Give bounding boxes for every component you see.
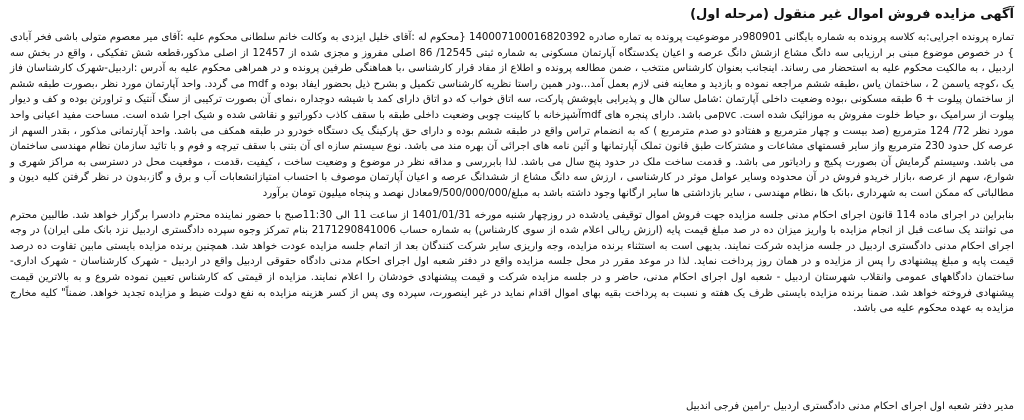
notice-paragraph-appraisal: تماره پرونده اجرایی:به کلاسه پرونده به شماره بایگانی 980901در موضوعیت پرونده به تماره صادره 140007100016820392 {محکوم له :آقای خلیل ایزدی به وکالت خانم سلطانی محکوم علیه :آقای میر معصوم متولی باشی فخر آبادی } در خصوص موضوع مبنی بر ارزیابی سه دانگ مشاع ازشش دانگ عرصه و اعیان یکدستگاه آپارتمان مسکونی به شماره ثبتی 12545/ 86 اصلی مفروز و مجزی شده از 12457 از اصلی مذکور،قطعه شش تفکیکی ، واقع در بخش سه اردبیل ، به مالکیت محکوم علیه به استحضار می رساند. اینجانب بعنوان کارشناس منتخب ، ضمن مطالعه پرونده و اطلاع از مفاد قرار کارشناسی ،با هماهنگی طرفین پرونده و در همراهی محکوم علیه به آدرس :اردبیل-شهرک کارشناسان فاز یک ،کوچه یاسمن 2 ، ساختمان یاس ،طبقه ششم مراجعه نموده و بازدید و معاینه فنی لازم بعمل آمد...ودر همین راستا نظریه کارشناسی تکمیل و بشرح ذیل بحضور ایفاد بوده و mdf می گردد. واحد آپارتمان مورد نظر ،بصورت طبقه ششم از ساختمان پیلوت + 6 طبقه مسکونی ،بوده وضعیت داخلی آپارتمان :شامل سالن هال و پذیرایی باپوشش پارکت، سه اتاق خواب که دو اتاق دارای کمد با شیشه دوجداره ،نمای آن بصورت ترکیبی از سنگ آنتیک و تراورتن بوده و کف و دیوار پیلوت از سرامیک ،و حیاط خلوت مفروش به موزائیک شده است. pvcمی باشد. دارای پنجره های mdfآشپزخانه با کابینت چوبی وضعیت داخلی طبقه با سقف کاذب دکوراتیو و نقاشی شده و شیک اجرا شده است. مساحت مفید اعیانی واحد مورد نظر 72/ 124 مترمربع (صد بیست و چهار مترمربع و هفتادو دو صدم مترمربع ) که به انضمام تراس واقع در طبقه ششم بوده و دارای حق پارکینگ یک دستگاه خودرو در طبقه همکف می باشد. واحد آپارتمانی مذکور ، بقدر السهم از عرصه کل حدود 230 مترمربع واز سایر قسمتهای مشاعات و مشترکات طبق قانون تملک آپارتمانها و آئین نامه های اجرائی آن بهره مند می باشد. نوع سیستم سازه ای آن بتنی با سقف تیرچه و فوم و با تائید سازمان نظام مهندسی ساختمان می باشد. وسیستم گرمایش آن بصورت پکیج و رادیاتور می باشد. و قدمت ساخت ملک در حدود پنج سال می باشد. لذا بابررسی و مداقه نظر در موضوع و وضعیت ساخت ، کیفیت ،قدمت ، موقعیت محل در دسترسی به مراکز شهری و شوارع، سهم از عرصه ،بازار خریدو فروش در آن محدوده وسایر عوامل موثر در کارشناسی ، ارزش سه دانگ مشاع از ششدانگ عرصه و اعیان آپارتمان موصوف با احتساب امتیازانشعابات آب و برق و گاز،بدون در نظر گرفتن کلیه دیون و مطالباتی که ممکن است به شهرداری ،بانک ها ،نظام مهندسی ، سایر بازداشتی ها سایر ارگانها وجود داشته باشد به مبلغ/9/500/000/000معادل نهصد و پنجاه میلیون تومان برآورد <box>10 32 1015 199</box>
notice-title: آگهی مزایده فروش اموال غیر منقول (مرحله اول) <box>690 7 1014 22</box>
notice-paragraph-auction-terms: بنابراین در اجرای ماده 114 قانون اجرای احکام مدنی جلسه مزایده جهت فروش اموال توقیفی یادشده در روزچهار شنبه مورخه 1401/01/31 از ساعت 11 الی 11:30صبح با حضور نماینده محترم دادسرا برگزار خواهد شد. طالبین محترم می توانند یک ساعت قبل از انجام مزایده با واریز میزان ده در صد مبلغ قیمت پایه (ارزش ریالی اعلام شده از سوی کارشناس) به شماره حساب 2171290841006 بنام تمرکز وجوه سپرده دادگستری اردبیل نزد بانک ملی ایران) در وجه اجرای احکام مدنی دادگستری اردبیل در جلسه مزایده شرکت نمایند. بدیهی است به استثناء برنده مزایده، وجه واریزی سایر شرکت کنندگان بعد از اتمام جلسه مزایده عودت خواهد شد. همچنین برنده مزایده بایستی مابین تفاوت ده درصد قیمت پایه و مبلغ پیشنهادی را پس از مزایده و در همان روز پرداخت نماید. لذا در موعد مقرر در محل جلسه مزایده واقع در دفتر شعبه اول اجرای احکام مدنی دادگاه حقوقی اردبیل واقع در اردبیل - شهرک کارشناسان - شهرک اداری- ساختمان دادگاههای عمومی وانقلاب شهرستان اردبیل - شعبه اول اجرای احکام مدنی، حاضر و در جلسه مزایده شرکت و قیمت پیشنهادی خودشان را اعلام نمایند. مزایده از قیمتی که کارشناس تعیین نموده شروع و به بالاترین قیمت پیشنهادی فروخته خواهد شد. ضمنا برنده مزایده بایستی ظرف یک هفته و نسبت به پرداخت بقیه بهای اموال اقدام نماید در غیر اینصورت، سپرده وی پس از کسر هزینه مزایده به نفع دولت ضبط و مزایده تجدید خواهد. ضمناً" کلیه مخارج مزایده به عهده محکوم علیه می باشد. <box>10 209 1014 315</box>
notice-signature: مدیر دفتر شعبه اول اجرای احکام مدنی دادگستری اردبیل -رامین فرجی اندبیل <box>685 401 1014 412</box>
